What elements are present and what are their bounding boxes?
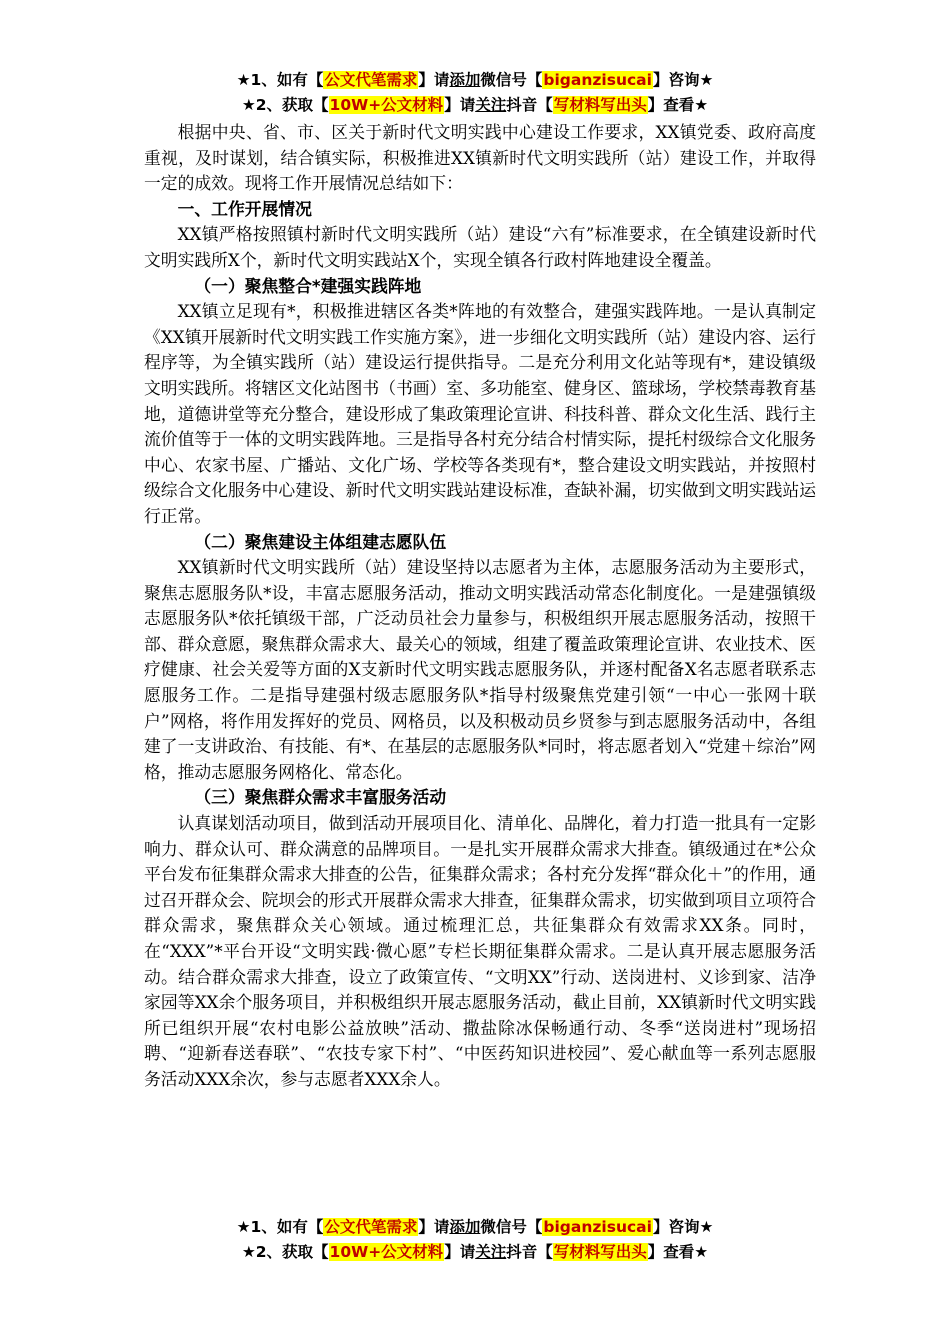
banner-line-2 <box>0 1240 950 1265</box>
banner-highlight: biganzisucai <box>543 1218 652 1236</box>
banner-highlight: 写材料写出头 <box>553 96 647 114</box>
banner-underline: 关注 <box>475 96 507 114</box>
banner-line-2 <box>0 93 950 118</box>
top-banner <box>0 68 950 118</box>
banner-highlight: 10W+公文材料 <box>329 1243 444 1261</box>
banner-text: 微信号【 <box>480 1218 543 1236</box>
subsection-heading: （三）聚焦群众需求丰富服务活动 <box>194 787 447 808</box>
banner-text: 】请 <box>418 71 450 89</box>
banner-text: ★1、如有【 <box>236 1218 324 1236</box>
section-paragraph: XX镇严格按照镇村新时代文明实践所（站）建设“六有”标准要求，在全镇建设新时代文明实践所X个，新时代文明实践站X个，实现全镇各行政村阵地建设全覆盖。 <box>144 224 816 270</box>
section-heading: 一、工作开展情况 <box>177 198 312 219</box>
banner-text: 微信号【 <box>480 71 543 89</box>
banner-text: 】请 <box>444 96 476 114</box>
banner-text: ★2、获取【 <box>241 96 329 114</box>
banner-text: 】请 <box>418 1218 450 1236</box>
banner-highlight: 公文代笔需求 <box>324 1218 418 1236</box>
banner-highlight: 10W+公文材料 <box>329 96 444 114</box>
banner-underline: 添加 <box>449 71 481 89</box>
subsection-paragraph: XX镇立足现有*，积极推进辖区各类*阵地的有效整合，建强实践阵地。一是认真制定《XX镇开展新时代文明实践工作实施方案》，进一步细化文明实践所（站）建设内容、运行程序等，为全镇实践所（站）建设运行提供指导。二是充分利用文化站等现有*，建设镇级文明实践所。将辖区文化站图书（书画）室、多功能室、健身区、篮球场，学校禁毒教育基地，道德讲堂等充分整合，建设形成了集政策理论宣讲、科技科普、群众文化生活、践行主流价值等于一体的文明实践阵地。三是指导各村充分结合村情实际，提托村级综合文化服务中心、农家书屋、广播站、文化广场、学校等各类现有*，整合建设文明实践站，并按照村级综合文化服务中心建设、新时代文明实践站建设标准，查缺补漏，切实做到文明实践站运行正常。 <box>144 301 816 526</box>
document-body <box>144 120 816 1093</box>
banner-highlight: 公文代笔需求 <box>324 71 418 89</box>
banner-text: 】查看★ <box>647 96 709 114</box>
bottom-banner <box>0 1215 950 1265</box>
subsection-heading: （一）聚焦整合*建强实践阵地 <box>194 275 422 296</box>
banner-highlight: biganzisucai <box>543 71 652 89</box>
banner-text: 抖音【 <box>506 1243 553 1261</box>
banner-text: 】咨询★ <box>652 1218 714 1236</box>
banner-text: 】咨询★ <box>652 71 714 89</box>
subsection-heading: （二）聚焦建设主体组建志愿队伍 <box>194 531 447 552</box>
banner-underline: 添加 <box>449 1218 481 1236</box>
banner-line-1 <box>0 1215 950 1240</box>
intro-paragraph: 根据中央、省、市、区关于新时代文明实践中心建设工作要求，XX镇党委、政府高度重视，及时谋划，结合镇实际，积极推进XX镇新时代文明实践所（站）建设工作，并取得一定的成效。现将工作开展情况总结如下： <box>144 122 816 194</box>
subsection-paragraph: XX镇新时代文明实践所（站）建设坚持以志愿者为主体，志愿服务活动为主要形式，聚焦志愿服务队*设，丰富志愿服务活动，推动文明实践活动常态化制度化。一是建强镇级志愿服务队*依托镇级干部，广泛动员社会力量参与，积极组织开展志愿服务活动，按照干部、群众意愿，聚焦群众需求大、最关心的领域，组建了覆盖政策理论宣讲、农业技术、医疗健康、社会关爱等方面的X支新时代文明实践志愿服务队，并逐村配备X名志愿者联系志愿服务工作。二是指导建强村级志愿服务队*指导村级聚焦党建引领“一中心一张网十联户”网格，将作用发挥好的党员、网格员，以及积极动员乡贤参与到志愿服务活动中，各组建了一支讲政治、有技能、有*、在基层的志愿服务队*同时，将志愿者划入“党建＋综治”网格，推动志愿服务网格化、常态化。 <box>144 557 816 782</box>
banner-text: 抖音【 <box>506 96 553 114</box>
banner-line-1 <box>0 68 950 93</box>
banner-highlight: 写材料写出头 <box>553 1243 647 1261</box>
banner-text: 】查看★ <box>647 1243 709 1261</box>
subsection-paragraph: 认真谋划活动项目，做到活动开展项目化、清单化、品牌化，着力打造一批具有一定影响力、群众认可、群众满意的品牌项目。一是扎实开展群众需求大排查。镇级通过在*公众平台发布征集群众需求大排查的公告，征集群众需求；各村充分发挥“群众化＋”的作用，通过召开群众会、院坝会的形式开展群众需求大排查，征集群众需求，切实做到项目立项符合群众需求，聚焦群众关心领域。通过梳理汇总，共征集群众有效需求XX条。同时，在“XXX”*平台开设“文明实践·微心愿”专栏长期征集群众需求。二是认真开展志愿服务活动。结合群众需求大排查，设立了政策宣传、“文明XX”行动、送岗进村、义诊到家、洁净家园等XX余个服务项目，并积极组织开展志愿服务活动，截止目前，XX镇新时代文明实践所已组织开展“农村电影公益放映”活动、撒盐除冰保畅通行动、冬季“送岗进村”现场招聘、“迎新春送春联”、“农技专家下村”、“中医药知识进校园”、爱心献血等一系列志愿服务活动XXX余次，参与志愿者XXX余人。 <box>144 813 816 1089</box>
banner-text: 】请 <box>444 1243 476 1261</box>
banner-text: ★1、如有【 <box>236 71 324 89</box>
banner-underline: 关注 <box>475 1243 507 1261</box>
banner-text: ★2、获取【 <box>241 1243 329 1261</box>
